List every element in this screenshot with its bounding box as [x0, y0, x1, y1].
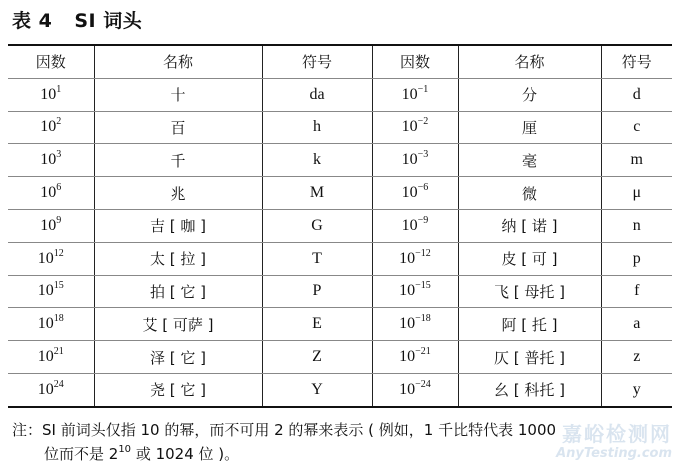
- prefix-symbol-cell: G: [262, 209, 372, 242]
- prefix-symbol-cell: d: [601, 78, 672, 111]
- table-row: [8, 111, 672, 144]
- factor-cell: $10^6$: [8, 177, 94, 210]
- factor-cell: $10^{-18}$: [372, 308, 458, 341]
- header-name: 名称: [94, 45, 262, 78]
- prefix-symbol-cell: P: [262, 275, 372, 308]
- prefix-name-cell: 拍 [ 它 ]: [94, 275, 262, 308]
- factor-cell: $10^{-24}$: [372, 373, 458, 406]
- table-row: [8, 275, 672, 308]
- header-name: 名称: [458, 45, 601, 78]
- watermark-cn: 嘉峪检测网: [562, 422, 672, 446]
- prefix-name-cell: 仄 [ 普托 ]: [458, 341, 601, 374]
- prefix-name-cell: 艾 [ 可萨 ]: [94, 308, 262, 341]
- factor-cell: $10^{-9}$: [372, 209, 458, 242]
- table-row: [8, 177, 672, 210]
- prefix-name-cell: 吉 [ 咖 ]: [94, 209, 262, 242]
- si-prefix-table: [8, 44, 672, 408]
- prefix-symbol-cell: da: [262, 78, 372, 111]
- prefix-symbol-cell: k: [262, 144, 372, 177]
- prefix-name-cell: 飞 [ 母托 ]: [458, 275, 601, 308]
- prefix-name-cell: 微: [458, 177, 601, 210]
- table-row: [8, 242, 672, 275]
- table-row: [8, 341, 672, 374]
- prefix-name-cell: 厘: [458, 111, 601, 144]
- prefix-symbol-cell: a: [601, 308, 672, 341]
- prefix-name-cell: 皮 [ 可 ]: [458, 242, 601, 275]
- prefix-symbol-cell: f: [601, 275, 672, 308]
- prefix-symbol-cell: m: [601, 144, 672, 177]
- watermark-en: AnyTesting.com: [556, 446, 672, 461]
- prefix-name-cell: 十: [94, 78, 262, 111]
- factor-cell: $10^{-15}$: [372, 275, 458, 308]
- prefix-name-cell: 分: [458, 78, 601, 111]
- factor-cell: $10^{-6}$: [372, 177, 458, 210]
- prefix-symbol-cell: Y: [262, 373, 372, 406]
- header-symbol: 符号: [601, 45, 672, 78]
- table-row: [8, 144, 672, 177]
- prefix-symbol-cell: M: [262, 177, 372, 210]
- prefix-symbol-cell: E: [262, 308, 372, 341]
- prefix-name-cell: 阿 [ 托 ]: [458, 308, 601, 341]
- prefix-name-cell: 兆: [94, 177, 262, 210]
- header-symbol: 符号: [262, 45, 372, 78]
- prefix-symbol-cell: y: [601, 373, 672, 406]
- table-row: [8, 78, 672, 111]
- table-title: [12, 6, 142, 33]
- factor-cell: $10^{18}$: [8, 308, 94, 341]
- prefix-symbol-cell: μ: [601, 177, 672, 210]
- note-line-1: 注：SI 前词头仅指 10 的幂，而不可用 2 的幂来表示 ( 例如，1 千比特代表 1000: [12, 421, 557, 439]
- prefix-symbol-cell: h: [262, 111, 372, 144]
- prefix-name-cell: 百: [94, 111, 262, 144]
- prefix-symbol-cell: T: [262, 242, 372, 275]
- factor-cell: $10^{12}$: [8, 242, 94, 275]
- prefix-name-cell: 太 [ 拉 ]: [94, 242, 262, 275]
- factor-cell: $10^3$: [8, 144, 94, 177]
- table-number: 表 4: [12, 10, 53, 32]
- header-factor: 因数: [8, 45, 94, 78]
- factor-cell: $10^{-1}$: [372, 78, 458, 111]
- factor-cell: $10^2$: [8, 111, 94, 144]
- table-caption: SI 词头: [74, 10, 143, 32]
- prefix-symbol-cell: n: [601, 209, 672, 242]
- factor-cell: $10^{-3}$: [372, 144, 458, 177]
- table-row: [8, 373, 672, 406]
- prefix-name-cell: 纳 [ 诺 ]: [458, 209, 601, 242]
- note-line-2: 位而不是 $2^{10}$ 或 1024 位 )。: [44, 444, 240, 463]
- factor-cell: $10^{24}$: [8, 373, 94, 406]
- factor-cell: $10^{15}$: [8, 275, 94, 308]
- prefix-symbol-cell: Z: [262, 341, 372, 374]
- table-row: [8, 308, 672, 341]
- table-note: [12, 418, 672, 466]
- prefix-name-cell: 千: [94, 144, 262, 177]
- prefix-name-cell: 幺 [ 科托 ]: [458, 373, 601, 406]
- factor-cell: $10^{-21}$: [372, 341, 458, 374]
- prefix-symbol-cell: c: [601, 111, 672, 144]
- factor-cell: $10^9$: [8, 209, 94, 242]
- table-body: [8, 78, 672, 406]
- table-row: [8, 209, 672, 242]
- header-row: [8, 45, 672, 78]
- factor-cell: $10^{21}$: [8, 341, 94, 374]
- factor-cell: $10^{-2}$: [372, 111, 458, 144]
- prefix-name-cell: 毫: [458, 144, 601, 177]
- prefix-symbol-cell: z: [601, 341, 672, 374]
- factor-cell: $10^{-12}$: [372, 242, 458, 275]
- prefix-name-cell: 泽 [ 它 ]: [94, 341, 262, 374]
- header-factor: 因数: [372, 45, 458, 78]
- factor-cell: $10^1$: [8, 78, 94, 111]
- prefix-symbol-cell: p: [601, 242, 672, 275]
- prefix-name-cell: 尧 [ 它 ]: [94, 373, 262, 406]
